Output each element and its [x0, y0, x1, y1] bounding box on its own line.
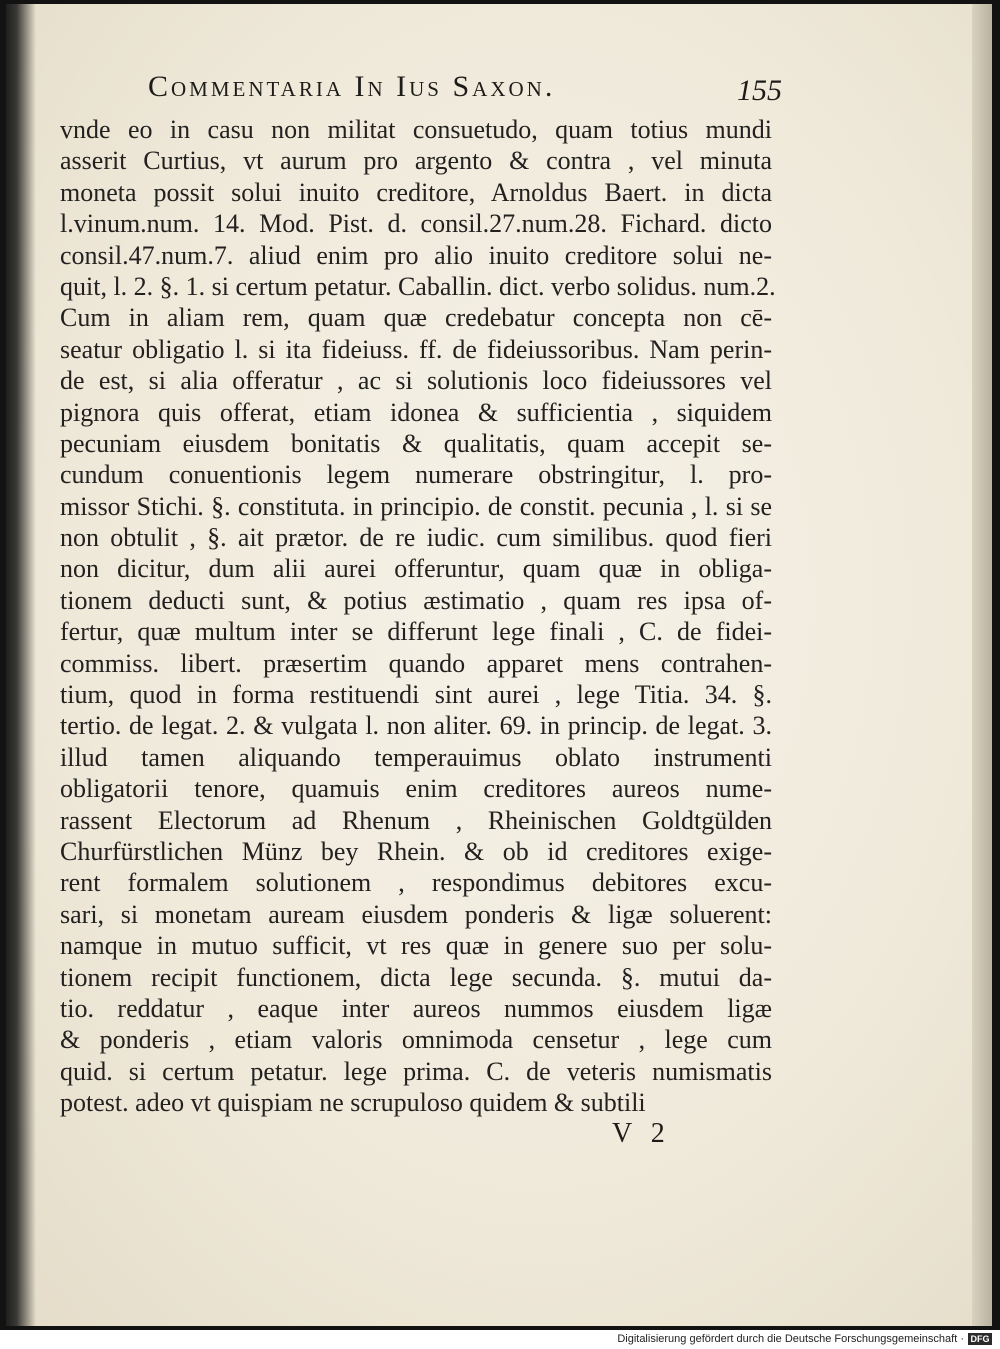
text-line: consil.47.num.7. aliud enim pro alio inuito creditore solui ne- [60, 240, 772, 270]
running-title: Commentaria In Ius Saxon. [148, 70, 556, 103]
text-line: asserit Curtius, vt aurum pro argento & contra , vel minuta [60, 146, 772, 176]
signature-mark: V 2 [612, 1118, 671, 1149]
funding-note: Digitalisierung gefördert durch die Deutsche Forschungsgemeinschaft · [617, 1333, 964, 1345]
text-line: & ponderis , etiam valoris omnimoda censetur , lege cum [60, 1025, 772, 1055]
text-line: sari, si monetam auream eiusdem ponderis & ligæ soluerent: [60, 899, 772, 929]
page-number: 155 [737, 74, 782, 107]
text-line: potest. adeo vt quispiam ne scrupuloso quidem & subtili [60, 1088, 646, 1118]
text-line: cundum conuentionis legem numerare obstringitur, l. pro- [60, 460, 772, 490]
text-line: fertur, quæ multum inter se differunt lege finali , C. de fidei- [60, 617, 772, 647]
text-line: tium, quod in forma restituendi sint aurei , lege Titia. 34. §. [60, 680, 772, 710]
text-line: tionem recipit functionem, dicta lege secunda. §. mutui da- [60, 962, 772, 992]
text-line: l.vinum.num. 14. Mod. Pist. d. consil.27.num.28. Fichard. dicto [60, 209, 772, 239]
text-line: rent formalem solutionem , respondimus debitores excu- [60, 868, 772, 898]
text-line: commiss. libert. præsertim quando apparet mens contrahen- [60, 648, 772, 678]
text-line: quid. si certum petatur. lege prima. C. de veteris numismatis [60, 1056, 772, 1086]
text-line: de est, si alia offeratur , ac si solutionis loco fideiussores vel [60, 366, 772, 396]
text-line: Cum in aliam rem, quam quæ credebatur concepta non cē- [60, 303, 772, 333]
text-line: non obtulit , §. ait prætor. de re iudic. cum similibus. quod fieri [60, 523, 772, 553]
page-gutter [6, 4, 36, 1326]
text-line: missor Stichi. §. constituta. in principio. de constit. pecunia , l. si se [60, 491, 772, 521]
text-line: seatur obligatio l. si ita fideiuss. ff. de fideiussoribus. Nam perin- [60, 334, 772, 364]
text-line: tio. reddatur , eaque inter aureos nummos eiusdem ligæ [60, 993, 772, 1023]
body-text [60, 114, 776, 1119]
text-line: pignora quis offerat, etiam idonea & sufficientia , siquidem [60, 397, 772, 427]
text-line: tertio. de legat. 2. & vulgata l. non aliter. 69. in princip. de legat. 3. [60, 711, 772, 741]
text-line: vnde eo in casu non militat consuetudo, quam totius mundi [60, 115, 772, 144]
text-line: illud tamen aliquando temperauimus oblato instrumenti [60, 742, 772, 772]
text-line: rassent Electorum ad Rhenum , Rheinischen Goldtgülden [60, 805, 772, 835]
text-line: pecuniam eiusdem bonitatis & qualitatis, quam accepit se- [60, 428, 772, 458]
text-line: moneta possit solui inuito creditore, Arnoldus Baert. in dicta [60, 177, 772, 207]
text-line: Churfürstlichen Münz bey Rhein. & ob id creditores exige- [60, 836, 772, 866]
page-edge [972, 4, 992, 1326]
dfg-logo-icon: DFG [968, 1333, 992, 1345]
text-line: non dicitur, dum alii aurei offeruntur, quam quæ in obliga- [60, 554, 772, 584]
text-line: obligatorii tenore, quamuis enim creditores aureos nume- [60, 774, 772, 804]
text-line: namque in mutuo sufficit, vt res quæ in genere suo per solu- [60, 931, 772, 961]
text-line: quit, l. 2. §. 1. si certum petatur. Caballin. dict. verbo solidus. num.2. [60, 271, 776, 301]
text-line: tionem deducti sunt, & potius æstimatio , quam res ipsa of- [60, 585, 772, 615]
page-header [148, 70, 788, 114]
